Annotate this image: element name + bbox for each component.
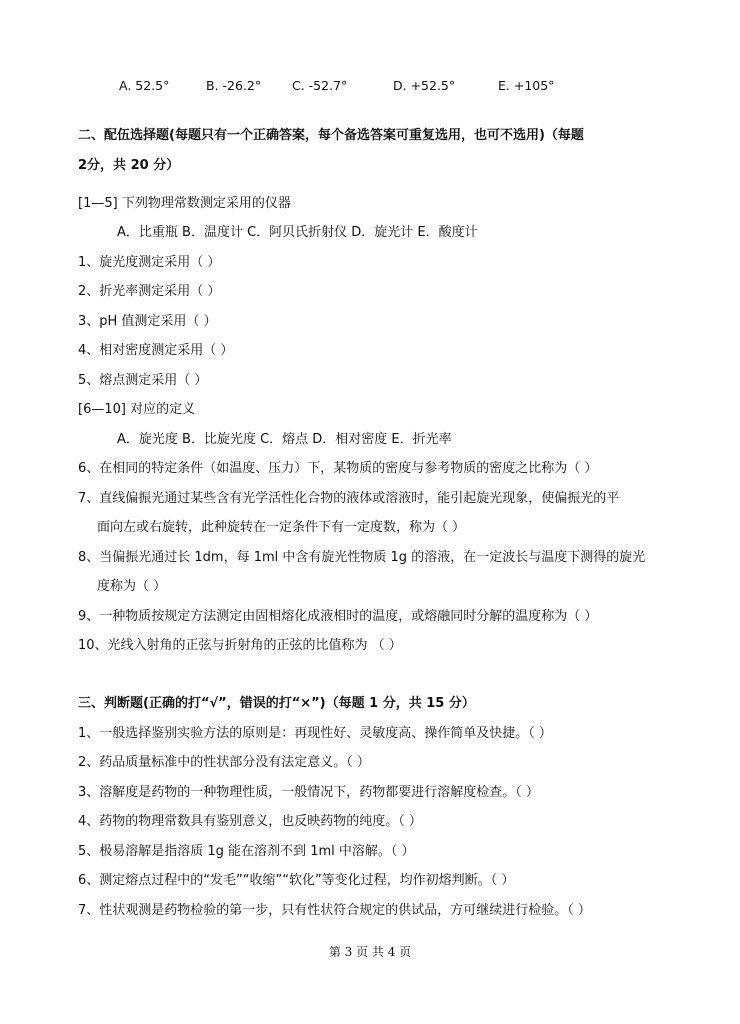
option-b: B. -26.2° (206, 78, 262, 93)
section2-title-line1: 二、配伍选择题(每题只有一个正确答案，每个备选答案可重复选用，也可不选用)（每题 (78, 128, 584, 143)
question-3-7: 7、性状观测是药物检验的第一步，只有性状符合规定的供试品，方可继续进行检验。（ ） (78, 903, 591, 918)
option-d: D. +52.5° (393, 78, 456, 93)
question-2-6: 6、在相同的特定条件（如温度、压力）下，某物质的密度与参考物质的密度之比称为（ ） (78, 461, 598, 476)
question-2-5: 5、熔点测定采用（ ） (78, 373, 208, 388)
question-2-8-line1: 8、当偏振光通过长 1dm，每 1ml 中含有旋光性物质 1g 的溶液，在一定波长与温度下测得的旋光 (78, 550, 646, 565)
section3-title: 三、判断题(正确的打“√”，错误的打“×”)（每题 1 分，共 15 分） (78, 696, 475, 711)
question-2-1: 1、旋光度测定采用（ ） (78, 255, 221, 270)
question-3-5: 5、极易溶解是指溶质 1g 能在溶剂不到 1ml 中溶解。（ ） (78, 844, 415, 859)
option-c: C. -52.7° (292, 78, 348, 93)
section2-title-line2: 2分，共 20 分） (78, 158, 180, 173)
option-a: A. 52.5° (119, 78, 170, 93)
group2-options: A．旋光度 B．比旋光度 C．熔点 D．相对密度 E．折光率 (117, 432, 452, 447)
question-2-9: 9、一种物质按规定方法测定由固相熔化成液相时的温度，或熔融同时分解的温度称为（ ） (78, 609, 598, 624)
question-3-1: 1、一般选择鉴别实验方法的原则是：再现性好、灵敏度高、操作简单及快捷。（ ） (78, 726, 552, 741)
question-3-4: 4、药物的物理常数具有鉴别意义，也反映药物的纯度。（ ） (78, 814, 422, 829)
question-2-2: 2、折光率测定采用（ ） (78, 284, 221, 299)
question-2-3: 3、pH 值测定采用（ ） (78, 314, 217, 329)
question-3-6: 6、测定熔点过程中的“发毛”“收缩”“软化”等变化过程，均作初熔判断。（ ） (78, 873, 515, 888)
group1-header: [1—5] 下列物理常数测定采用的仪器 (78, 196, 291, 211)
question-2-7-line2: 面向左或右旋转，此种旋转在一定条件下有一定度数，称为（ ） (97, 520, 466, 535)
question-2-10: 10、光线入射角的正弦与折射角的正弦的比值称为 （ ） (78, 638, 402, 653)
question-2-4: 4、相对密度测定采用（ ） (78, 343, 234, 358)
group1-options: A．比重瓶 B．温度计 C．阿贝氏折射仪 D．旋光计 E．酸度计 (117, 225, 478, 240)
question-3-3: 3、溶解度是药物的一种物理性质，一般情况下，药物都要进行溶解度检查。（ ） (78, 785, 539, 800)
group2-header: [6—10] 对应的定义 (78, 402, 196, 417)
page-number-footer: 第 3 页 共 4 页 (328, 945, 412, 959)
option-e: E. +105° (498, 78, 555, 93)
question-3-2: 2、药品质量标准中的性状部分没有法定意义。（ ） (78, 755, 370, 770)
question-2-7-line1: 7、直线偏振光通过某些含有光学活性化合物的液体或溶液时，能引起旋光现象，使偏振光的平 (78, 491, 620, 506)
question-2-8-line2: 度称为（ ） (97, 579, 167, 594)
